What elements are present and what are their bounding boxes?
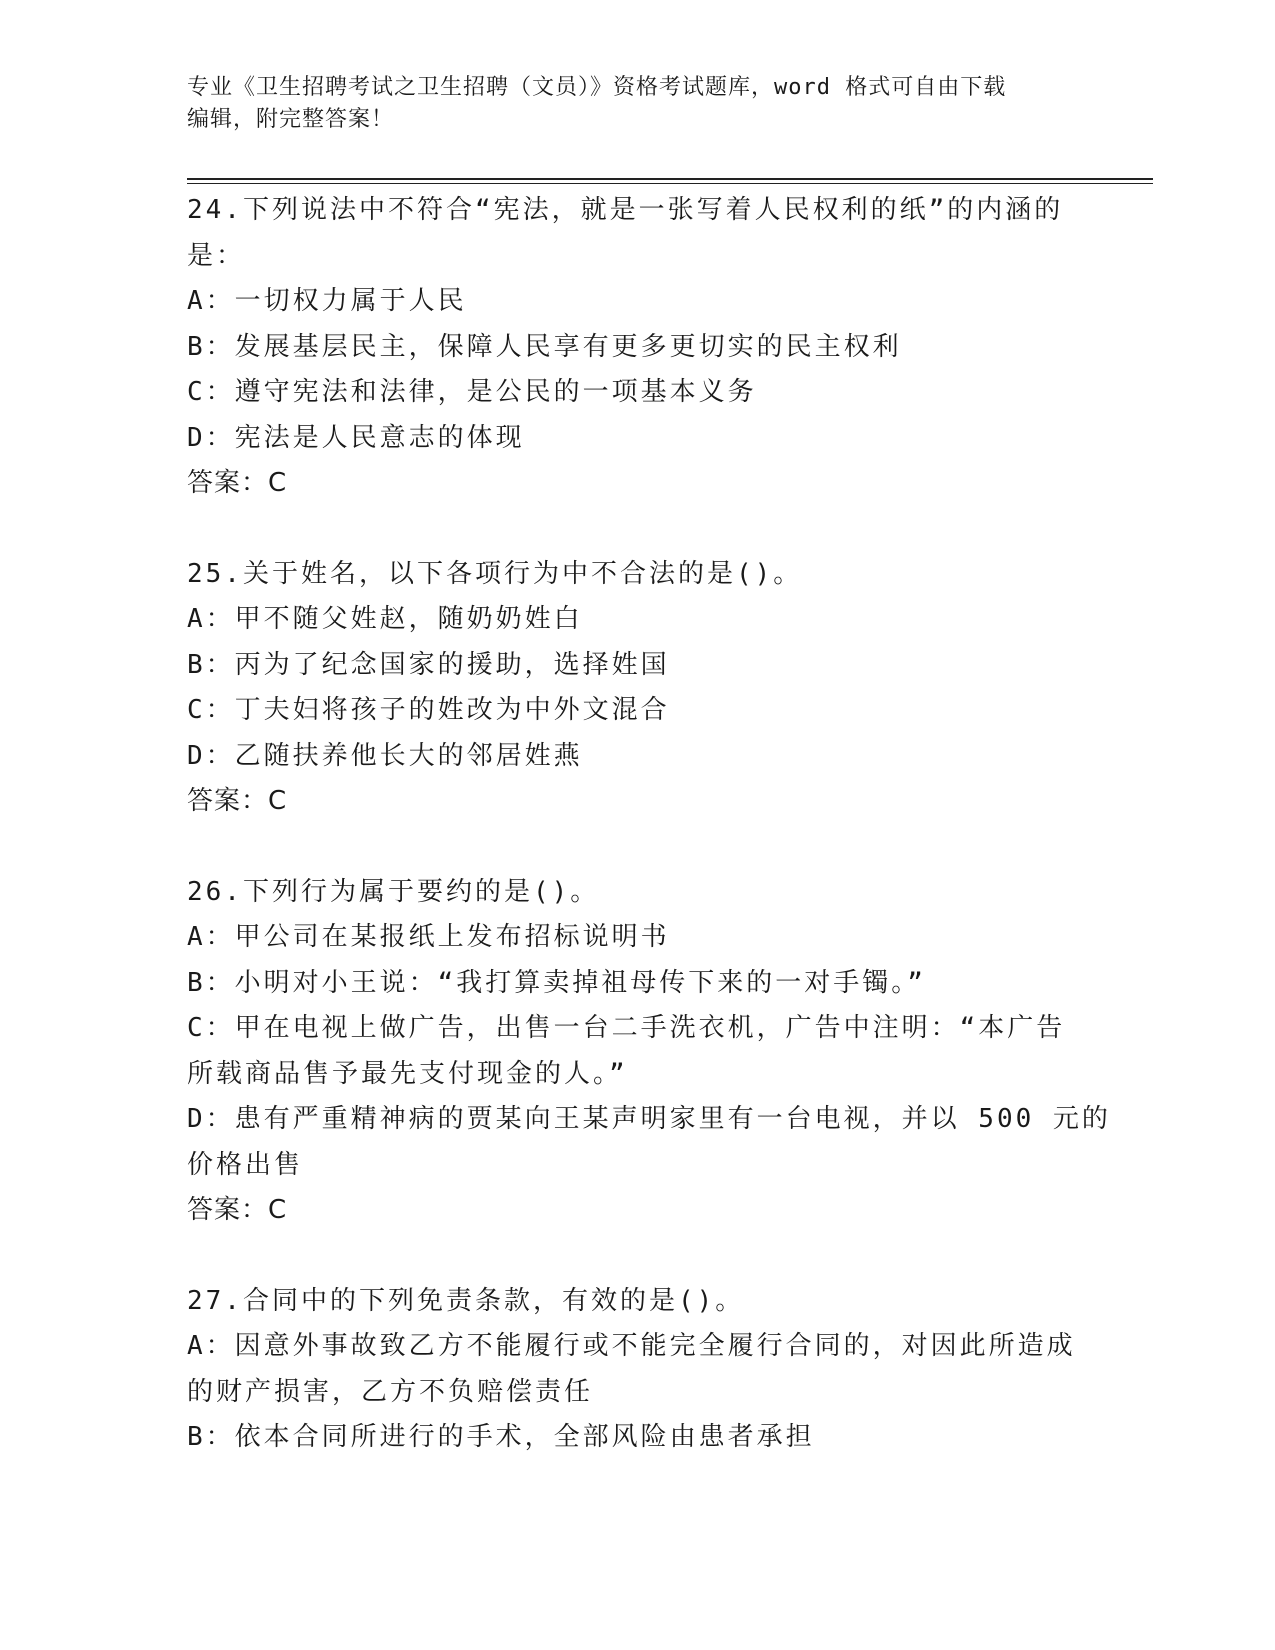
answer-option-line: 的财产损害，乙方不负赔偿责任 bbox=[187, 1376, 594, 1407]
question-item bbox=[187, 870, 1111, 1234]
question-stem-line: 25.关于姓名，以下各项行为中不合法的是()。 bbox=[187, 558, 803, 589]
answer-option bbox=[187, 325, 1087, 371]
question-stem-line: 27.合同中的下列免责条款，有效的是()。 bbox=[187, 1285, 745, 1316]
answer-option bbox=[187, 279, 1087, 325]
question-stem bbox=[187, 552, 1087, 598]
answer-option-line: C：甲在电视上做广告，出售一台二手洗衣机，广告中注明：“本广告 bbox=[187, 1013, 1066, 1043]
answer-option bbox=[187, 1006, 1087, 1097]
answer-option-line: D：患有严重精神病的贾某向王某声明家里有一台电视，并以 500 元的 bbox=[187, 1104, 1111, 1134]
answer-option-line: 价格出售 bbox=[187, 1149, 304, 1180]
answer-option-line: A：一切权力属于人民 bbox=[187, 286, 467, 316]
question-stem-line: 26.下列行为属于要约的是()。 bbox=[187, 876, 600, 907]
question-item bbox=[187, 188, 1087, 507]
question-stem bbox=[187, 1279, 1087, 1325]
answer-option bbox=[187, 734, 1087, 780]
question-item bbox=[187, 552, 1087, 825]
answer-option-line: 所载商品售予最先支付现金的人。” bbox=[187, 1058, 628, 1089]
header-divider-thin bbox=[187, 183, 1153, 184]
answer-option-line: C：丁夫妇将孩子的姓改为中外文混合 bbox=[187, 695, 670, 725]
answer-option bbox=[187, 688, 1087, 734]
answer-option bbox=[187, 961, 1087, 1007]
answer-option bbox=[187, 1097, 1111, 1188]
answer-option bbox=[187, 915, 1087, 961]
header-divider-thick bbox=[187, 178, 1153, 180]
answer-key: 答案：C bbox=[187, 786, 288, 816]
question-stem-line: 24.下列说法中不符合“宪法，就是一张写着人民权利的纸”的内涵的 bbox=[187, 195, 1064, 225]
question-stem bbox=[187, 188, 1087, 279]
header-line-2: 编辑，附完整答案！ bbox=[187, 107, 395, 132]
answer-option-line: C：遵守宪法和法律，是公民的一项基本义务 bbox=[187, 377, 757, 407]
answer-option-line: B：小明对小王说：“我打算卖掉祖母传下来的一对手镯。” bbox=[187, 967, 926, 998]
answer-option-line: D：宪法是人民意志的体现 bbox=[187, 422, 525, 453]
answer-option-line: A：因意外事故致乙方不能履行或不能完全履行合同的，对因此所造成 bbox=[187, 1331, 1076, 1361]
document-header bbox=[187, 72, 1067, 136]
answer-option-line: B：丙为了纪念国家的援助，选择姓国 bbox=[187, 649, 670, 680]
answer-option-line: B：发展基层民主，保障人民享有更多更切实的民主权利 bbox=[187, 331, 902, 362]
question-stem-line: 是： bbox=[187, 240, 246, 271]
question-stem bbox=[187, 870, 1087, 916]
answer-option-line: A：甲公司在某报纸上发布招标说明书 bbox=[187, 922, 670, 952]
answer-option bbox=[187, 1415, 1087, 1461]
answer-key: 答案：C bbox=[187, 1195, 288, 1225]
question-list bbox=[187, 188, 1111, 1506]
answer-option bbox=[187, 1324, 1087, 1415]
header-line-1: 专业《卫生招聘考试之卫生招聘（文员）》资格考试题库，word 格式可自由下载 bbox=[187, 75, 1007, 100]
answer-key: 答案：C bbox=[187, 468, 288, 498]
answer-option bbox=[187, 416, 1087, 462]
answer-option bbox=[187, 370, 1087, 416]
answer-option bbox=[187, 643, 1087, 689]
answer-option-line: D：乙随扶养他长大的邻居姓燕 bbox=[187, 740, 583, 771]
answer-option-line: B：依本合同所进行的手术，全部风险由患者承担 bbox=[187, 1422, 815, 1452]
answer-option bbox=[187, 597, 1087, 643]
answer-option-line: A：甲不随父姓赵，随奶奶姓白 bbox=[187, 604, 583, 634]
question-item bbox=[187, 1279, 1087, 1461]
